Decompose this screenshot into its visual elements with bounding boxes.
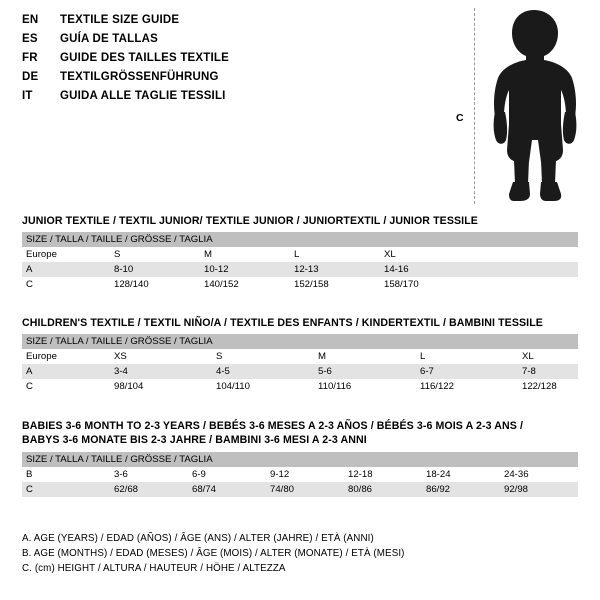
row-label: B: [22, 467, 110, 482]
cell: L: [290, 247, 380, 262]
table-header-label: SIZE / TALLA / TAILLE / GRÖSSE / TAGLIA: [22, 334, 578, 349]
language-title: TEXTILE SIZE GUIDE: [60, 14, 180, 26]
cell: 18-24: [422, 467, 500, 482]
cell: 24-36: [500, 467, 578, 482]
cell: 104/110: [212, 379, 314, 394]
section-childrens-textile: [22, 317, 578, 394]
footnote-a: A. AGE (YEARS) / EDAD (AÑOS) / ÂGE (ANS) / ALTER (JAHRE) / ETÀ (ANNI): [22, 533, 374, 544]
cell: 14-16: [380, 262, 470, 277]
language-code: FR: [22, 52, 38, 64]
cell: 12-18: [344, 467, 422, 482]
cell: M: [314, 349, 416, 364]
cell-empty: [470, 277, 578, 292]
cell: 9-12: [266, 467, 344, 482]
language-code: ES: [22, 33, 38, 45]
children-size-table: [22, 334, 578, 394]
cell: 3-6: [110, 467, 188, 482]
cell: 3-4: [110, 364, 212, 379]
cell: 140/152: [200, 277, 290, 292]
footnote-b: B. AGE (MONTHS) / EDAD (MESES) / ÂGE (MOIS) / ALTER (MONATE) / ETÀ (MESI): [22, 548, 405, 559]
language-code: IT: [22, 90, 33, 102]
footnote-c: C. (cm) HEIGHT / ALTURA / HAUTEUR / HÖHE / ALTEZZA: [22, 563, 286, 574]
cell: 80/86: [344, 482, 422, 497]
cell: 116/122: [416, 379, 518, 394]
table-row: [22, 467, 578, 482]
table-row: [22, 262, 578, 277]
section-title-line-2: BABYS 3-6 MONATE BIS 2-3 JAHRE / BAMBINI 3-6 MESI A 2-3 ANNI: [22, 434, 367, 446]
row-label: A: [22, 262, 110, 277]
language-row: [22, 71, 442, 90]
height-measure-dashed-line: [474, 8, 475, 204]
cell: XS: [110, 349, 212, 364]
cell: 74/80: [266, 482, 344, 497]
language-title: GUIDE DES TAILLES TEXTILE: [60, 52, 229, 64]
cell: 122/128: [518, 379, 578, 394]
cell: 6-9: [188, 467, 266, 482]
cell: 10-12: [200, 262, 290, 277]
measure-label-c: C: [456, 112, 464, 124]
cell: M: [200, 247, 290, 262]
row-label: C: [22, 379, 110, 394]
cell: 12-13: [290, 262, 380, 277]
language-row: [22, 52, 442, 71]
language-title: TEXTILGRÖSSENFÜHRUNG: [60, 71, 219, 83]
language-row: [22, 90, 442, 109]
table-row: [22, 349, 578, 364]
table-header-label: SIZE / TALLA / TAILLE / GRÖSSE / TAGLIA: [22, 232, 578, 247]
cell: 98/104: [110, 379, 212, 394]
row-label: Europe: [22, 349, 110, 364]
table-header-row: [22, 232, 578, 247]
cell: 68/74: [188, 482, 266, 497]
language-code: DE: [22, 71, 39, 83]
language-row: [22, 33, 442, 52]
cell: S: [110, 247, 200, 262]
cell: 6-7: [416, 364, 518, 379]
section-title: JUNIOR TEXTILE / TEXTIL JUNIOR/ TEXTILE JUNIOR / JUNIORTEXTIL / JUNIOR TESSILE: [22, 215, 478, 227]
section-title: CHILDREN'S TEXTILE / TEXTIL NIÑO/A / TEXTILE DES ENFANTS / KINDERTEXTIL / BAMBINI TESSILE: [22, 317, 543, 329]
section-title-line-1: BABIES 3-6 MONTH TO 2-3 YEARS / BEBÉS 3-6 MESES A 2-3 AÑOS / BÉBÉS 3-6 MOIS A 2-3 ANS /: [22, 420, 524, 432]
table-row: [22, 364, 578, 379]
junior-size-table: [22, 232, 578, 292]
cell: 128/140: [110, 277, 200, 292]
table-row: [22, 277, 578, 292]
row-label: Europe: [22, 247, 110, 262]
cell: 86/92: [422, 482, 500, 497]
cell-empty: [470, 247, 578, 262]
cell: S: [212, 349, 314, 364]
cell: XL: [518, 349, 578, 364]
cell: 152/158: [290, 277, 380, 292]
cell: 158/170: [380, 277, 470, 292]
table-header-label: SIZE / TALLA / TAILLE / GRÖSSE / TAGLIA: [22, 452, 578, 467]
cell: L: [416, 349, 518, 364]
table-header-row: [22, 452, 578, 467]
section-junior-textile: [22, 215, 578, 292]
table-row: [22, 482, 578, 497]
child-silhouette-icon: [482, 8, 592, 204]
table-row: [22, 379, 578, 394]
child-figure-area: [452, 8, 592, 204]
cell: 62/68: [110, 482, 188, 497]
cell: 110/116: [314, 379, 416, 394]
babies-size-table: [22, 452, 578, 497]
language-title: GUÍA DE TALLAS: [60, 33, 158, 45]
language-title: GUIDA ALLE TAGLIE TESSILI: [60, 90, 226, 102]
section-babies-textile: [22, 419, 578, 497]
cell: XL: [380, 247, 470, 262]
cell: 4-5: [212, 364, 314, 379]
language-code: EN: [22, 14, 39, 26]
cell: 7-8: [518, 364, 578, 379]
row-label: A: [22, 364, 110, 379]
language-row: [22, 14, 442, 33]
table-header-row: [22, 334, 578, 349]
cell: 5-6: [314, 364, 416, 379]
cell-empty: [470, 262, 578, 277]
footnotes-block: [22, 531, 578, 576]
table-row: [22, 247, 578, 262]
cell: 92/98: [500, 482, 578, 497]
cell: 8-10: [110, 262, 200, 277]
row-label: C: [22, 482, 110, 497]
row-label: C: [22, 277, 110, 292]
language-title-block: [22, 14, 442, 109]
section-title: [22, 419, 578, 447]
